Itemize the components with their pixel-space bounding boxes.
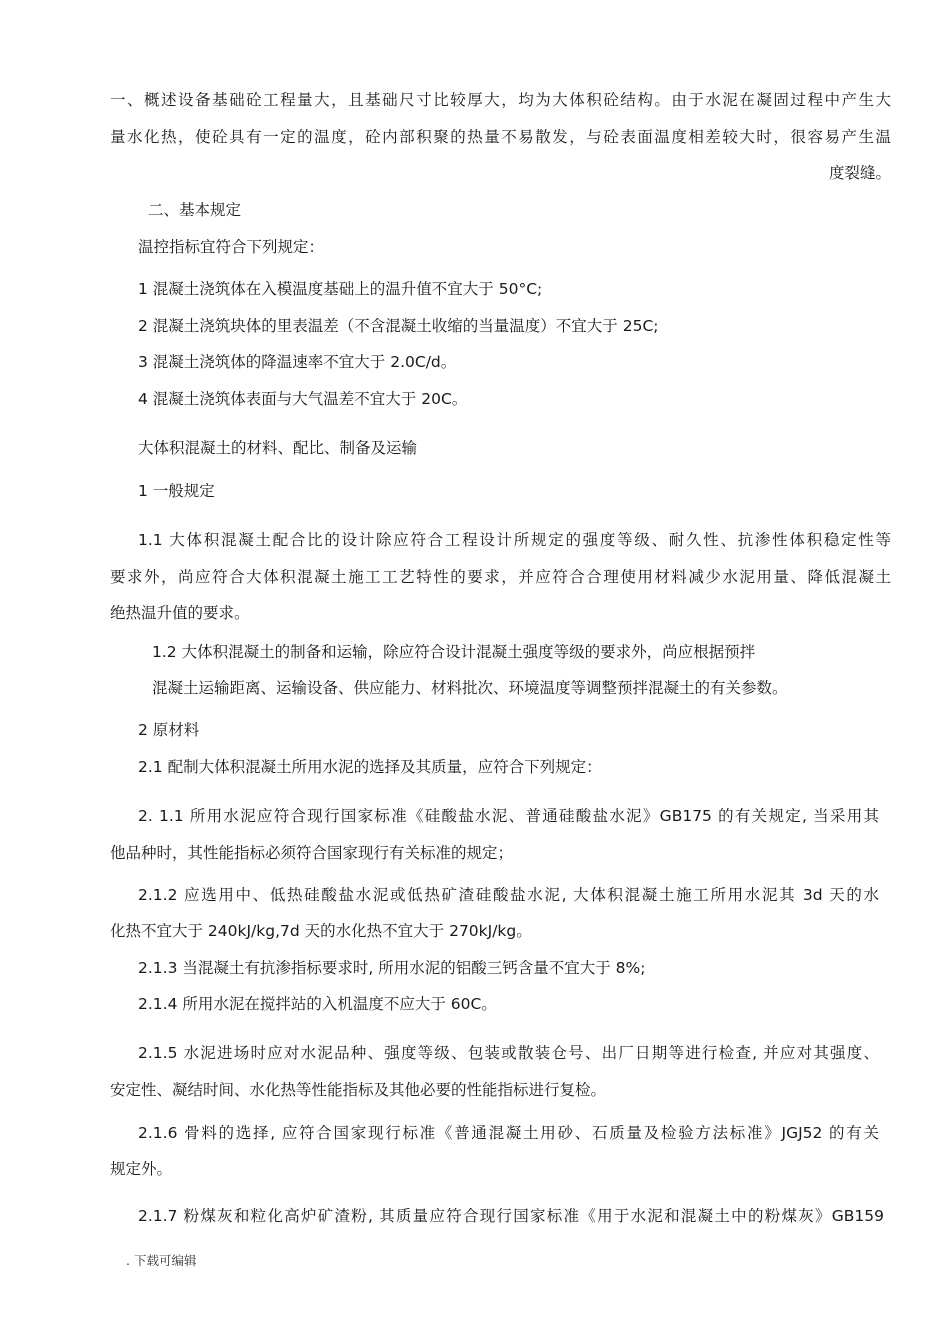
paragraph-line: 温控指标宜符合下列规定： — [138, 238, 325, 256]
intro-line-2: 量水化热，使砼具有一定的温度，砼内部积聚的热量不易散发，与砼表面温度相差较大时，很容易产生温 — [110, 128, 891, 146]
paragraph-line: 化热不宜大于 240kJ/kg,7d 天的水化热不宜大于 270kJ/kg。 — [110, 922, 532, 940]
subsection-heading: 2 原材料 — [138, 721, 200, 739]
list-item: 2 混凝土浇筑块体的里表温差（不含混凝土收缩的当量温度）不宜大于 25C; — [138, 317, 659, 335]
page-footer: . 下载可编辑 — [126, 1253, 197, 1268]
paragraph-line: 2. 1.1 所用水泥应符合现行国家标准《硅酸盐水泥、普通硅酸盐水泥》GB175 的有关规定, 当采用其 — [138, 807, 879, 825]
paragraph-line: 2.1.6 骨料的选择, 应符合国家现行标准《普通混凝土用砂、石质量及检验方法标准》JGJ52 的有关 — [138, 1124, 879, 1142]
subsection-heading: 1 一般规定 — [138, 482, 215, 500]
subsection-heading: 大体积混凝土的材料、配比、制备及运输 — [138, 439, 418, 457]
paragraph-line: 2.1 配制大体积混凝土所用水泥的选择及其质量，应符合下列规定： — [138, 758, 602, 776]
paragraph-line: 规定外。 — [110, 1160, 173, 1178]
paragraph-line: 要求外，尚应符合大体积混凝土施工工艺特性的要求，并应符合合理使用材料减少水泥用量、降低混凝土 — [110, 568, 891, 586]
paragraph-line: 2.1.5 水泥进场时应对水泥品种、强度等级、包装或散装仓号、出厂日期等进行检查, 并应对其强度、 — [138, 1044, 879, 1062]
paragraph-line: 1.2 大体积混凝土的制备和运输，除应符合设计混凝土强度等级的要求外，尚应根据预拌 — [152, 643, 756, 661]
intro-line-1: 一、概述设备基础砼工程量大，且基础尺寸比较厚大，均为大体积砼结构。由于水泥在凝固过程中产生大 — [110, 91, 891, 109]
paragraph-line: 2.1.2 应选用中、低热硅酸盐水泥或低热矿渣硅酸盐水泥, 大体积混凝土施工所用水泥其 3d 天的水 — [138, 886, 879, 904]
list-item: 4 混凝土浇筑体表面与大气温差不宜大于 20C。 — [138, 390, 468, 408]
paragraph-line: 安定性、凝结时间、水化热等性能指标及其他必要的性能指标进行复检。 — [110, 1081, 607, 1099]
paragraph-line: 混凝土运输距离、运输设备、供应能力、材料批次、环境温度等调整预拌混凝土的有关参数。 — [152, 679, 788, 697]
section-heading: 二、基本规定 — [148, 201, 242, 219]
list-item: 1 混凝土浇筑体在入模温度基础上的温升值不宜大于 50°C; — [138, 280, 543, 298]
intro-line-3: 度裂缝。 — [828, 164, 891, 182]
list-item: 3 混凝土浇筑体的降温速率不宜大于 2.0C/d。 — [138, 353, 457, 371]
paragraph-line: 2.1.4 所用水泥在搅拌站的入机温度不应大于 60C。 — [138, 995, 497, 1013]
paragraph-line: 2.1.7 粉煤灰和粒化高炉矿渣粉, 其质量应符合现行国家标准《用于水泥和混凝土中的粉煤灰》GB159 — [138, 1207, 884, 1225]
paragraph-line: 他品种时，其性能指标必须符合国家现行有关标准的规定； — [110, 844, 514, 862]
paragraph-line: 2.1.3 当混凝土有抗渗指标要求时, 所用水泥的铝酸三钙含量不宜大于 8%; — [138, 959, 646, 977]
paragraph-line: 绝热温升值的要求。 — [110, 604, 250, 622]
paragraph-line: 1.1 大体积混凝土配合比的设计除应符合工程设计所规定的强度等级、耐久性、抗渗性体积稳定性等 — [138, 531, 891, 549]
